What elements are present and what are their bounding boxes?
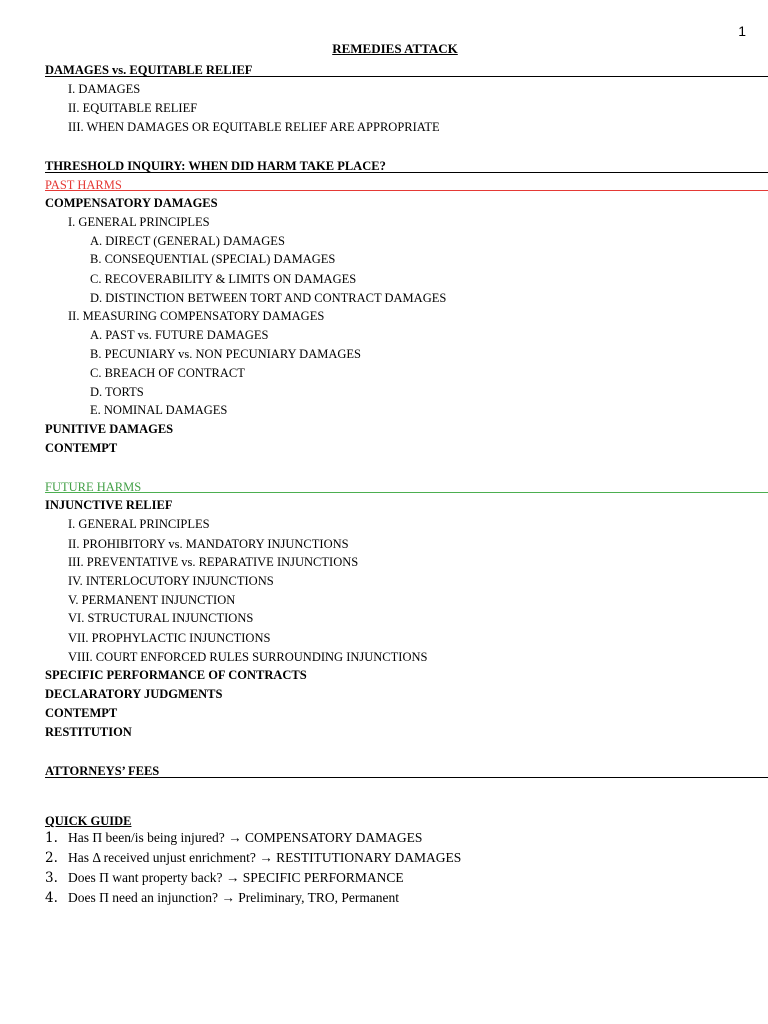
quick-guide-text: Does Π need an injunction? → Preliminary, TRO, Permanent bbox=[68, 890, 400, 905]
attorneys-fees-heading: ATTORNEYS’ FEES bbox=[45, 764, 160, 778]
outline-item: VI. STRUCTURAL INJUNCTIONS bbox=[68, 611, 254, 625]
future-harms-heading: FUTURE HARMS bbox=[45, 480, 142, 494]
outline-item: VIII. COURT ENFORCED RULES SURROUNDING INJUNCTIONS bbox=[68, 650, 428, 664]
outline-subitem: D. TORTS bbox=[90, 385, 144, 399]
outline-item: VII. PROPHYLACTIC INJUNCTIONS bbox=[68, 631, 271, 645]
outline-item: V. PERMANENT INJUNCTION bbox=[68, 593, 236, 607]
quick-guide-text: Does Π want property back? → SPECIFIC PERFORMANCE bbox=[68, 870, 404, 885]
outline-item: I. GENERAL PRINCIPLES bbox=[68, 215, 210, 229]
restitution-heading: RESTITUTION bbox=[45, 725, 132, 739]
past-harms-heading: PAST HARMS bbox=[45, 178, 122, 192]
outline-subitem: A. DIRECT (GENERAL) DAMAGES bbox=[90, 234, 285, 248]
outline-item: II. MEASURING COMPENSATORY DAMAGES bbox=[68, 309, 325, 323]
quick-guide-text: Has Π been/is being injured? → COMPENSATORY DAMAGES bbox=[68, 830, 423, 845]
quick-guide-number: 4. bbox=[45, 890, 58, 906]
page-number: 1 bbox=[738, 23, 746, 39]
contempt-heading: CONTEMPT bbox=[45, 706, 118, 720]
outline-subitem: C. RECOVERABILITY & LIMITS ON DAMAGES bbox=[90, 272, 357, 286]
quick-guide-item bbox=[45, 890, 399, 906]
injunctive-relief-heading: INJUNCTIVE RELIEF bbox=[45, 498, 173, 512]
quick-guide-item bbox=[45, 870, 404, 886]
outline-subitem: D. DISTINCTION BETWEEN TORT AND CONTRACT DAMAGES bbox=[90, 291, 447, 305]
outline-subitem: A. PAST vs. FUTURE DAMAGES bbox=[90, 328, 269, 342]
outline-item: II. EQUITABLE RELIEF bbox=[68, 101, 198, 115]
quick-guide-number: 3. bbox=[45, 870, 58, 886]
outline-item: II. PROHIBITORY vs. MANDATORY INJUNCTIONS bbox=[68, 537, 349, 551]
outline-item: I. GENERAL PRINCIPLES bbox=[68, 517, 210, 531]
quick-guide-item bbox=[45, 830, 422, 846]
specific-performance-heading: SPECIFIC PERFORMANCE OF CONTRACTS bbox=[45, 668, 307, 682]
outline-subitem: B. CONSEQUENTIAL (SPECIAL) DAMAGES bbox=[90, 252, 336, 266]
section-rule bbox=[45, 172, 768, 173]
section-heading-damages-vs-equitable: DAMAGES vs. EQUITABLE RELIEF bbox=[45, 63, 253, 77]
quick-guide-heading: QUICK GUIDE bbox=[45, 814, 132, 828]
section-rule bbox=[45, 777, 768, 778]
outline-item: I. DAMAGES bbox=[68, 82, 141, 96]
outline-item: IV. INTERLOCUTORY INJUNCTIONS bbox=[68, 574, 274, 588]
outline-item: III. PREVENTATIVE vs. REPARATIVE INJUNCTIONS bbox=[68, 555, 359, 569]
outline-subitem: C. BREACH OF CONTRACT bbox=[90, 366, 245, 380]
quick-guide-number: 1. bbox=[45, 830, 58, 846]
declaratory-judgments-heading: DECLARATORY JUDGMENTS bbox=[45, 687, 223, 701]
past-harms-rule bbox=[45, 190, 768, 191]
punitive-damages-heading: PUNITIVE DAMAGES bbox=[45, 422, 174, 436]
document-title: REMEDIES ATTACK bbox=[332, 41, 458, 56]
future-harms-rule bbox=[45, 492, 768, 493]
outline-item: III. WHEN DAMAGES OR EQUITABLE RELIEF ARE APPROPRIATE bbox=[68, 120, 440, 134]
section-heading-threshold: THRESHOLD INQUIRY: WHEN DID HARM TAKE PLACE? bbox=[45, 159, 386, 173]
quick-guide-item bbox=[45, 850, 461, 866]
section-rule bbox=[45, 76, 768, 77]
contempt-heading: CONTEMPT bbox=[45, 441, 118, 455]
outline-subitem: B. PECUNIARY vs. NON PECUNIARY DAMAGES bbox=[90, 347, 361, 361]
outline-subitem: E. NOMINAL DAMAGES bbox=[90, 403, 228, 417]
compensatory-damages-heading: COMPENSATORY DAMAGES bbox=[45, 196, 218, 210]
quick-guide-number: 2. bbox=[45, 850, 58, 866]
quick-guide-text: Has Δ received unjust enrichment? → RESTITUTIONARY DAMAGES bbox=[68, 850, 462, 865]
